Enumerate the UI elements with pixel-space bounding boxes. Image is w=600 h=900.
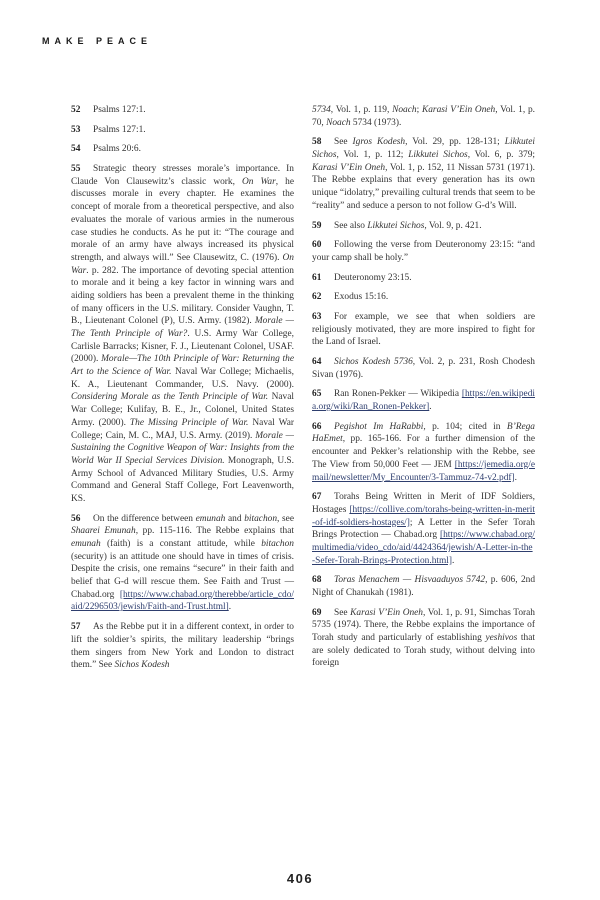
italic-text: 5734 xyxy=(312,105,331,115)
text: Naval War College; Michaelis, K. A., Lieutenant Commander, U.S. Navy. (2000). xyxy=(71,367,295,390)
text: Psalms 127:1. xyxy=(93,124,146,135)
italic-text: Pegishot Im HaRabbi xyxy=(334,421,424,432)
italic-text: bitachon xyxy=(244,513,278,524)
italic-text: Morale — The Tenth Principle of War? xyxy=(71,316,294,339)
footnote-63 xyxy=(312,311,535,349)
text: Torahs Being Written in Merit of IDF Soldiers, Hostages xyxy=(312,492,535,515)
footnote-56 xyxy=(71,513,294,615)
footnote-53 xyxy=(71,124,294,137)
text: Naval War College; Kulifay, B. E., Jr., Colonel, United States Army. (2000). xyxy=(71,392,294,428)
text: , p. 104; cited in xyxy=(423,421,507,432)
italic-text: B’Rega HaEmet xyxy=(312,421,535,445)
text: Exodus 15:16. xyxy=(334,292,389,303)
italic-text: Noach xyxy=(326,117,351,128)
text: , Vol. 1, p. 91, Simchas Torah 5735 (1974). There, the Rebbe explains the importance of Torah study and particularly of establishing xyxy=(312,607,535,644)
footnote-number: 60 xyxy=(312,240,322,251)
italic-text: Karasi V’Ein Oneh xyxy=(350,607,423,618)
text: Ran Ronen-Pekker — Wikipedia xyxy=(334,389,462,400)
footnote-66 xyxy=(312,421,535,484)
footnote-continuation xyxy=(312,104,535,129)
italic-text: Likkutei Sichos xyxy=(367,220,425,231)
italic-text: Sichos Kodesh 5736 xyxy=(334,357,413,367)
column-right xyxy=(312,104,535,679)
footnote-number: 65 xyxy=(312,389,322,400)
footnote-65 xyxy=(312,388,535,413)
footnote-52 xyxy=(71,104,294,117)
italic-text: bitachon xyxy=(261,539,294,549)
hyperlink[interactable]: [https://www.chabad.org/therebbe/article_cdo/aid/2296503/jewish/Faith-and-Trust.html] xyxy=(71,589,294,613)
text: , Vol. 1, p. 70, xyxy=(312,105,535,128)
footnote-68 xyxy=(312,574,535,599)
footnote-54 xyxy=(71,143,294,156)
text: Strategic theory stresses morale’s importance. In Claude Von Clausewitz’s classic work, xyxy=(71,164,294,187)
footnote-55 xyxy=(71,163,294,506)
footnote-57 xyxy=(71,621,294,672)
footnote-number: 67 xyxy=(312,492,322,503)
text: Psalms 127:1. xyxy=(93,105,146,115)
footnote-62 xyxy=(312,291,535,304)
text: (security) is an attitude one should have in times of crisis. Despite the crisis, one remains “secure” in their faith and belief that G-d will rescue them. See Faith and Trust — Chabad.org xyxy=(71,551,294,600)
text: Monograph, U.S. Army School of Advanced Military Studies, U.S. Army Command and General Staff College, Fort Leavenworth, KS. xyxy=(71,455,294,504)
footnote-number: 55 xyxy=(71,164,81,175)
text: , Vol. 2, p. 231, Rosh Chodesh Sivan (1976). xyxy=(312,357,535,380)
italic-text: On War xyxy=(241,176,276,187)
text: , see xyxy=(277,513,294,524)
italic-text: Morale—The 10th Principle of War: Returning the Art to the Science of War. xyxy=(71,354,294,378)
footnote-number: 57 xyxy=(71,622,81,633)
italic-text: Sichos Kodesh xyxy=(114,660,170,671)
text: . xyxy=(452,555,455,566)
hyperlink[interactable]: [https://jemedia.org/email/newsletter/My_Encounter/3-Tammuz-74-v2.pdf] xyxy=(312,459,535,483)
italic-text: On War xyxy=(71,252,294,276)
italic-text: emunah xyxy=(71,539,101,549)
footnote-number: 64 xyxy=(312,357,322,367)
footnote-number: 63 xyxy=(312,311,322,322)
footnote-number: 58 xyxy=(312,137,322,148)
text: As the Rebbe put it in a different context, in order to lift the soldier’s spirits, the military leadership “brings them singers from New York and London to distract them.” See xyxy=(71,622,294,671)
hyperlink[interactable]: [https://collive.com/torahs-being-written-in-merit-of-idf-soldiers-hostages/] xyxy=(312,504,535,528)
footnote-number: 62 xyxy=(312,292,322,303)
footnote-61 xyxy=(312,272,535,285)
text: . p. 282. The importance of devoting special attention to morale and it being a key factor in winning wars and aiding soldiers has been a prevalent theme in the thinking of many officers in the U.S. military. Consider Vaughn, T. B., Lieutenant Colonel (P), U.S. Army. (1982). xyxy=(71,265,294,327)
italic-text: Shaarei Emunah xyxy=(71,526,136,537)
text: Psalms 20:6. xyxy=(93,144,141,155)
page-number: 406 xyxy=(286,871,314,886)
running-head: MAKE PEACE xyxy=(42,36,153,46)
text: that are solely dedicated to Torah study, without delving into foreign xyxy=(312,633,535,669)
footnote-number: 56 xyxy=(71,513,81,524)
italic-text: The Missing Principle of War. xyxy=(129,417,249,428)
text: , Vol. 6, p. 379; xyxy=(467,150,535,161)
italic-text: Morale — Sustaining the Cognitive Weapon of War: Insights from the World War II Special Services Division. xyxy=(71,430,294,466)
text: . xyxy=(514,472,518,483)
footnote-60 xyxy=(312,239,535,264)
italic-text: Igros Kodesh xyxy=(352,137,406,148)
hyperlink[interactable]: [https://en.wikipedia.org/wiki/Ran_Ronen-Pekker] xyxy=(312,389,535,413)
footnote-64 xyxy=(312,356,535,381)
footnote-number: 69 xyxy=(312,607,322,618)
text: , Vol. 1, p. 119, xyxy=(330,105,393,115)
footnote-69 xyxy=(312,607,535,670)
text: . xyxy=(429,402,432,413)
text: On the difference between xyxy=(93,513,196,524)
footnote-58 xyxy=(312,136,535,212)
italic-text: emunah xyxy=(195,513,226,524)
text: ; A Letter in the Sefer Torah Brings Protection — Chabad.org xyxy=(312,517,535,541)
text: 5734 (1973). xyxy=(350,117,402,128)
footnote-67 xyxy=(312,491,535,567)
text: For example, we see that when soldiers are religiously motivated, they are more inspired to fight for the Land of Israel. xyxy=(312,311,535,348)
text: , pp. 165-166. For a further dimension of the encounter and Pekker’s relationship with the Rebbe, see The View from 50,000 Feet — JEM xyxy=(312,434,535,470)
text: Naval War College; Cain, M. C., MAJ, U.S. Army. (2019). xyxy=(71,417,294,441)
text: , pp. 115-116. The Rebbe explains that xyxy=(135,526,294,537)
text: Deuteronomy 23:15. xyxy=(334,272,412,283)
footnote-number: 61 xyxy=(312,272,322,283)
footnote-59 xyxy=(312,220,535,233)
italic-text: Likkutei Sichos xyxy=(312,137,535,161)
italic-text: Toras Menachem — Hisvaaduyos 5742 xyxy=(334,575,486,586)
text: , p. 606, 2nd Night of Chanukah (1981). xyxy=(312,575,536,598)
text: See xyxy=(334,137,353,148)
footnote-number: 52 xyxy=(71,105,81,115)
italic-text: Karasi V’Ein Oneh xyxy=(312,162,386,173)
text: See also xyxy=(334,220,368,231)
footnote-number: 53 xyxy=(71,124,81,135)
text: . xyxy=(228,602,232,613)
text: , Vol. 1, p. 152, 11 Nissan 5731 (1971). The Rebbe explains that every generation has its own unique “idolatry,” prevailing cultural trends that seem to be “reality” and seduce a person to not follow G-d’s Will. xyxy=(312,162,535,211)
text: . U.S. Army War College, Carlisle Barracks; Kisner, F. J., Lieutenant Colonel, USAF. (2000). xyxy=(71,329,294,365)
footnote-number: 68 xyxy=(312,575,322,586)
text: ; xyxy=(416,105,422,115)
text: and xyxy=(225,513,245,524)
italic-text: Noach xyxy=(392,105,417,115)
footnote-number: 66 xyxy=(312,421,322,432)
italic-text: yeshivos xyxy=(485,633,518,644)
column-left xyxy=(71,104,294,679)
footnote-number: 54 xyxy=(71,144,81,155)
italic-text: Considering Morale as the Tenth Principle of War. xyxy=(71,392,269,403)
notes-content xyxy=(71,104,535,679)
text: , Vol. 1, p. 112; xyxy=(336,150,409,161)
text: , Vol. 29, pp. 128-131; xyxy=(405,137,505,148)
text: , Vol. 9, p. 421. xyxy=(424,220,482,231)
footnote-number: 59 xyxy=(312,220,322,231)
text: (faith) is a constant attitude, while xyxy=(100,539,262,549)
hyperlink[interactable]: [https://www.chabad.org/multimedia/video_cdo/aid/4424364/jewish/A-Letter-in-the-Sefer-Torah-Brings-Protection.html] xyxy=(312,530,535,566)
italic-text: Likkutei Sichos xyxy=(408,150,468,161)
text: See xyxy=(334,607,351,618)
text: Following the verse from Deuteronomy 23:15: “and your camp shall be holy.” xyxy=(312,240,535,263)
italic-text: Karasi V’Ein Oneh xyxy=(421,105,496,115)
text: , he discusses morale in every chapter. He examines the concept of morale from a theoretical perspective, and also evaluates the morale of various armies in the numerous case studies he conducts. As he put it: “The courage and morale of an army have always increased its physical strength, and always will.” See Clausewitz, C. (1976). xyxy=(71,176,294,263)
